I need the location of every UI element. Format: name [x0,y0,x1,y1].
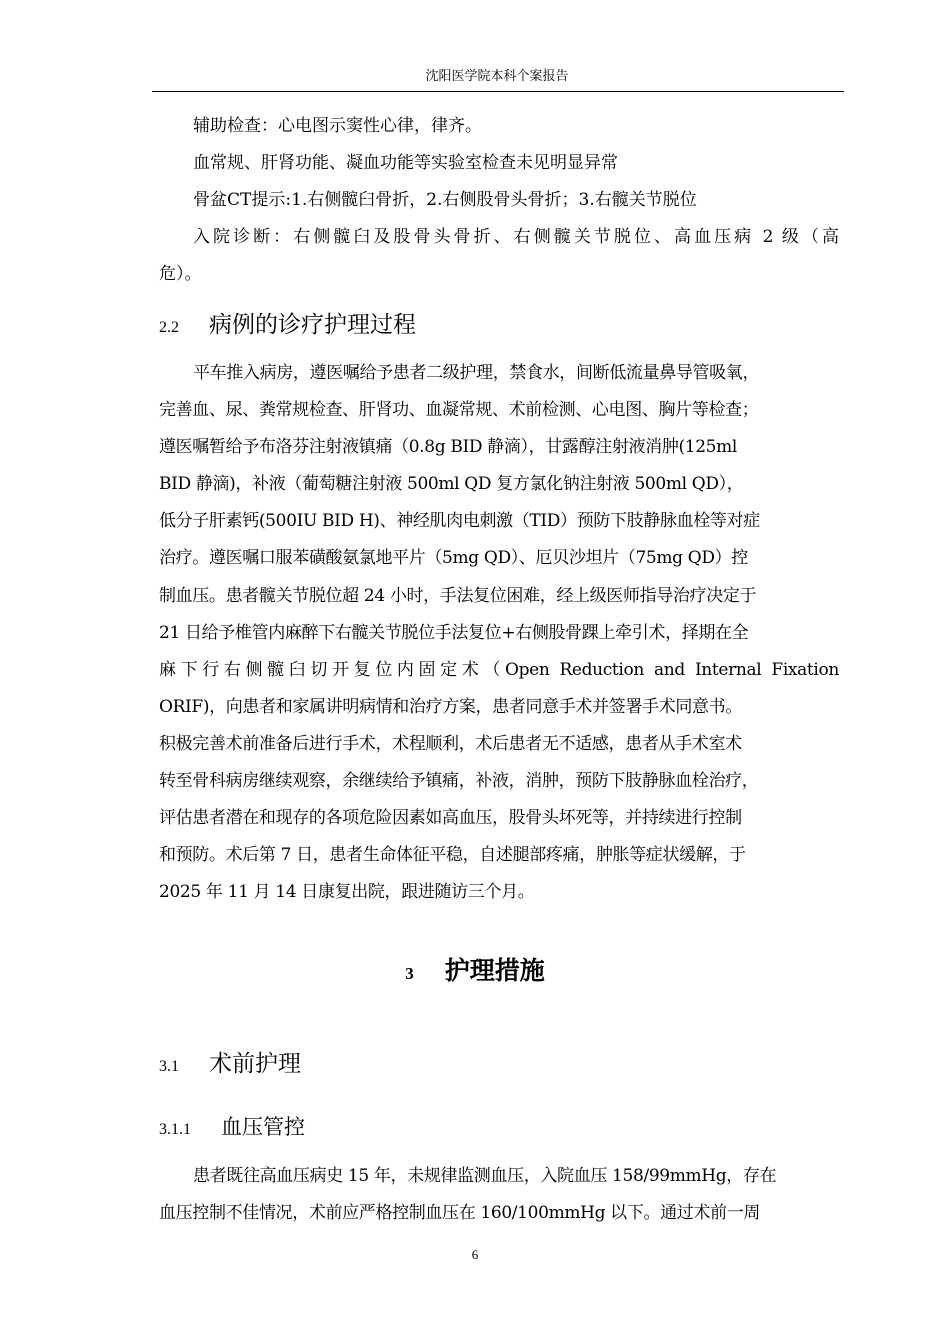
text-line: 血常规、肝肾功能、凝血功能等实验室检查未见明显异常 [193,153,618,174]
exam-section [159,108,839,293]
chapter-heading-3 [0,951,950,987]
section-heading-2-2 [159,306,416,339]
section-title: 病例的诊疗护理过程 [209,312,416,338]
section-number: 3.1.1 [159,1121,191,1138]
page-number: 6 [471,1247,479,1262]
text-line: 和预防。术后第 7 日，患者生命体征平稳，自述腿部疼痛，肿胀等症状缓解，于 [159,845,746,866]
text-line: 危）。 [159,264,202,285]
text-line: 遵医嘱暂给予布洛芬注射液镇痛（0.8g BID 静滴），甘露醇注射液消肿(125ml [159,437,737,458]
text-line: 患者既往高血压病史 15 年，未规律监测血压，入院血压 158/99mmHg，存在 [193,1166,777,1186]
chapter-number: 3 [405,964,414,983]
text-line: BID 静滴)，补液（葡萄糖注射液 500ml QD 复方氯化钠注射液 500ml QD）， [159,474,744,495]
text-line: 21 日给予椎管内麻醉下右髋关节脱位手法复位+右侧股骨踝上牵引术，择期在全 [159,622,749,643]
text-line: ORIF)，向患者和家属讲明病情和治疗方案，患者同意手术并签署手术同意书。 [159,696,742,717]
section-number: 2.2 [159,319,179,336]
section-heading-3-1-1 [159,1111,305,1141]
text-line: 积极完善术前准备后进行手术，术程顺利，术后患者无不适感，患者从手术室术 [159,733,742,754]
chapter-title: 护理措施 [444,956,545,985]
treatment-paragraph [159,355,839,911]
text-line: 2025 年 11 月 14 日康复出院，跟进随访三个月。 [159,882,535,903]
text-line: 血压控制不佳情况，术前应严格控制血压在 160/100mmHg 以下。通过术前一周 [159,1203,761,1224]
text-line: 入院诊断：右侧髋臼及股骨头骨折、右侧髋关节脱位、高血压病 2 级（高 [193,227,839,248]
text-line: 辅助检查：心电图示窦性心律，律齐。 [193,116,482,136]
text-line: 评估患者潜在和现存的各项危险因素如高血压，股骨头坏死等，并持续进行控制 [159,808,742,829]
header-rule [152,91,844,92]
text-line: 制血压。患者髋关节脱位超 24 小时，手法复位困难，经上级医师指导治疗决定于 [159,585,757,606]
section-title: 血压管控 [221,1115,305,1139]
running-header: 沈阳医学院本科个案报告 [425,69,569,84]
text-line: 麻下行右侧髋臼切开复位内固定术（Open Reduction and Internal Fixation [159,659,839,680]
text-line: 转至骨科病房继续观察，余继续给予镇痛，补液，消肿，预防下肢静脉血栓治疗， [159,771,759,792]
text-line: 治疗。遵医嘱口服苯磺酸氨氯地平片（5mg QD）、厄贝沙坦片（75mg QD）控 [159,548,748,569]
section-heading-3-1 [159,1045,301,1078]
section-number: 3.1 [159,1058,179,1075]
text-line: 低分子肝素钙(500IU BID H)、神经肌肉电刺激（TID）预防下肢静脉血栓等对症 [159,511,760,532]
text-line: 骨盆CT提示:1.右侧髋臼骨折，2.右侧股骨头骨折；3.右髋关节脱位 [193,190,697,211]
text-line: 完善血、尿、粪常规检查、肝肾功、血凝常规、术前检测、心电图、胸片等检查； [159,400,759,421]
bp-paragraph [159,1158,839,1232]
text-line: 平车推入病房，遵医嘱给予患者二级护理，禁食水，间断低流量鼻导管吸氧， [193,363,760,383]
section-title: 术前护理 [209,1051,301,1077]
